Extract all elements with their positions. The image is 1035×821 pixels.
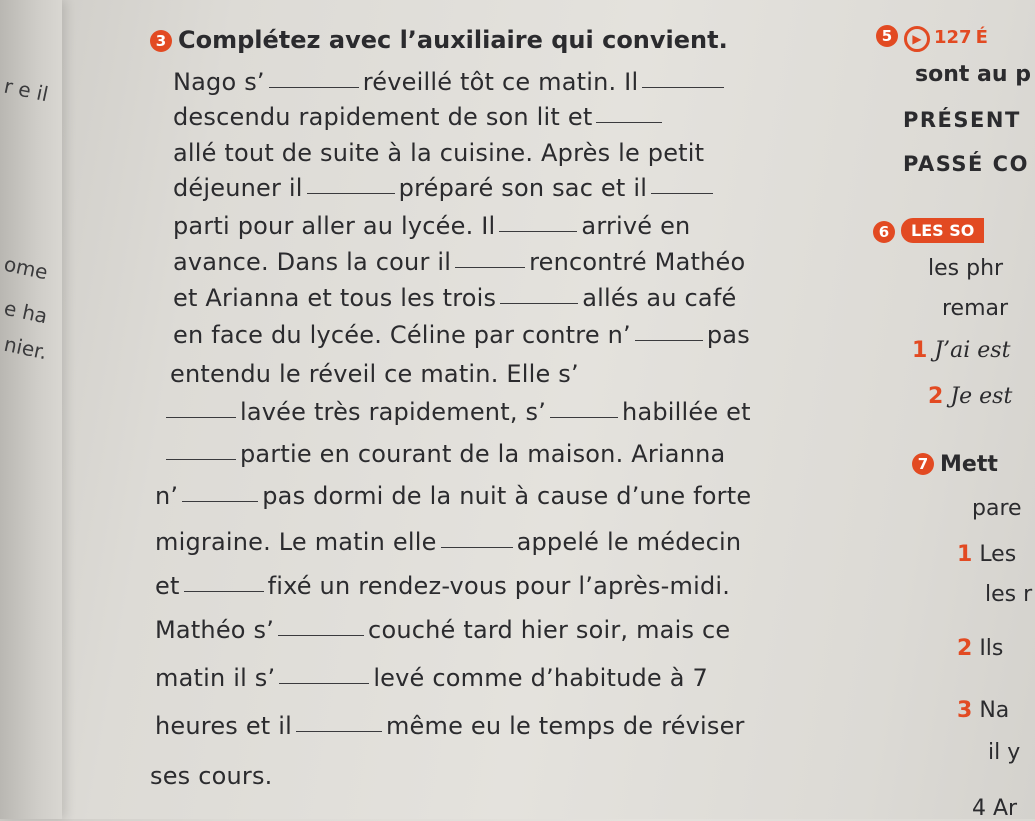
answer-blank[interactable]: [596, 121, 662, 123]
answer-blank[interactable]: [184, 590, 264, 592]
exercise-7-number: 7: [912, 453, 934, 475]
answer-blank[interactable]: [500, 302, 578, 304]
answer-blank[interactable]: [307, 192, 395, 194]
answer-blank[interactable]: [296, 730, 382, 732]
exercise-5-line: sont au p: [915, 62, 1031, 87]
text-line: allé tout de suite à la cuisine. Après le petit: [173, 139, 705, 167]
exercise-6-header: [873, 218, 984, 245]
exercise-6-badge: LES SO: [901, 218, 984, 243]
audio-icon: ▶: [904, 26, 930, 52]
margin-fragment: r e il: [1, 73, 51, 107]
answer-blank[interactable]: [269, 86, 359, 88]
margin-fragment: e ha: [1, 295, 50, 329]
answer-blank[interactable]: [455, 266, 525, 268]
text-line: ses cours.: [150, 762, 273, 790]
exercise-heading: [150, 26, 728, 54]
exercise-7-header: [912, 452, 998, 477]
exercise-7-item: 4 Ar: [972, 796, 1018, 821]
answer-blank[interactable]: [499, 230, 577, 232]
text-line: n’ pas dormi de la nuit à cause d’une forte: [155, 482, 752, 510]
exercise-6-item: 1 J’ai est: [912, 338, 1011, 363]
text-line: déjeuner il préparé son sac et il: [173, 174, 717, 202]
text-line: et Arianna et tous les trois allés au café: [173, 284, 737, 312]
answer-blank[interactable]: [166, 416, 236, 418]
answer-blank[interactable]: [642, 86, 724, 88]
exercise-7-line: les r: [985, 582, 1033, 607]
text-line: partie en courant de la maison. Arianna: [162, 440, 725, 468]
answer-blank[interactable]: [635, 339, 703, 341]
text-line: migraine. Le matin elle appelé le médecin: [155, 528, 742, 556]
text-line: heures et il même eu le temps de réviser: [155, 712, 745, 740]
exercise-5-title-fragment: É: [975, 27, 988, 48]
page-reference: 127: [934, 27, 972, 48]
exercise-7-item: 1 Les: [957, 542, 1017, 567]
exercise-7-line: pare: [972, 496, 1022, 521]
present-label: PRÉSENT: [903, 108, 1021, 132]
text-line: Nago s’ réveillé tôt ce matin. Il: [173, 68, 728, 96]
passe-compose-label: PASSÉ CO: [903, 152, 1029, 176]
exercise-5-header: [876, 24, 988, 52]
text-line: matin il s’ levé comme d’habitude à 7: [155, 664, 708, 692]
answer-blank[interactable]: [651, 192, 713, 194]
text-line: descendu rapidement de son lit et: [173, 103, 666, 131]
exercise-6-line: les phr: [928, 256, 1004, 281]
answer-blank[interactable]: [166, 458, 236, 460]
answer-blank[interactable]: [279, 682, 369, 684]
text-line: parti pour aller au lycée. Il arrivé en: [173, 212, 691, 240]
answer-blank[interactable]: [182, 500, 258, 502]
text-line: avance. Dans la cour il rencontré Mathéo: [173, 248, 746, 276]
text-line: entendu le réveil ce matin. Elle s’: [170, 360, 579, 388]
answer-blank[interactable]: [441, 546, 513, 548]
text-line: et fixé un rendez-vous pour l’après-midi.: [155, 572, 731, 600]
answer-blank[interactable]: [550, 416, 618, 418]
text-line: en face du lycée. Céline par contre n’ pas: [173, 321, 750, 349]
margin-fragment: nier.: [1, 331, 50, 365]
exercise-5-number: 5: [876, 25, 898, 47]
text-line: lavée très rapidement, s’ habillée et: [162, 398, 751, 426]
left-page-fold: [0, 0, 62, 819]
exercise-6-item: 2 Je est: [928, 384, 1013, 409]
exercise-7-item: 2 Ils: [957, 636, 1004, 661]
exercise-7-title: Mett: [940, 452, 998, 477]
exercise-number-badge: 3: [150, 30, 172, 52]
margin-fragment: ome: [1, 251, 51, 285]
exercise-title: Complétez avec l’auxiliaire qui convient.: [178, 26, 728, 54]
answer-blank[interactable]: [278, 634, 364, 636]
text-line: Mathéo s’ couché tard hier soir, mais ce: [155, 616, 731, 644]
exercise-7-item: 3 Na: [957, 698, 1010, 723]
exercise-7-line: il y: [988, 740, 1021, 765]
exercise-6-number: 6: [873, 221, 895, 243]
exercise-6-line: remar: [942, 296, 1009, 321]
